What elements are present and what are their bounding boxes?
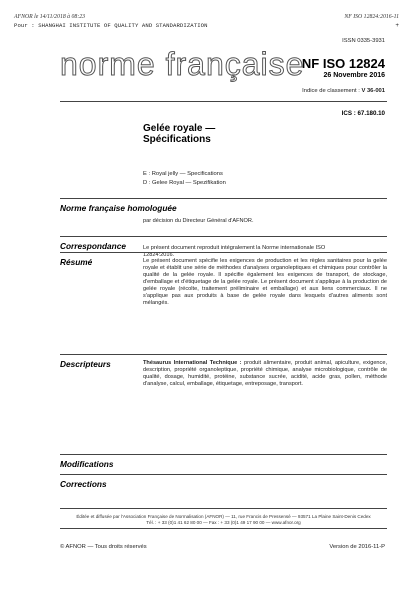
thesaurus-label: Thésaurus International Technique : <box>143 360 242 366</box>
divider <box>60 236 387 237</box>
section-heading-modifications: Modifications <box>60 459 114 469</box>
indice-value: V 36-001 <box>361 88 385 94</box>
publisher-info <box>60 514 387 526</box>
divider <box>60 198 387 199</box>
section-heading-resume: Résumé <box>60 257 93 267</box>
version: Version de 2016-11-P <box>329 544 385 550</box>
norme-francaise-logo: norme française <box>60 46 305 82</box>
standard-date: 26 Novembre 2016 <box>323 72 385 79</box>
section-heading-descripteurs: Descripteurs <box>60 359 111 369</box>
section-heading-homologuee: Norme française homologuée <box>60 203 177 213</box>
divider <box>60 454 387 455</box>
afnor-timestamp: AFNOR le 14/11/2018 à 08:23 <box>14 14 86 20</box>
indice-label: Indice de classement : <box>302 88 360 94</box>
plus-mark: + <box>395 22 399 29</box>
divider <box>60 474 387 475</box>
section-body-resume: Le présent document spécifie les exigences de production et les règles sanitaires pour la gelée royale et établit une série de méthodes d'analyses organoleptiques et chimiques pour contrôler la qualité de la gelée royale. Il spécifie également les exigences de transport, de stockage, d'emballage et d'étiquetage de la gelée royale. Le présent document s'applique à la production de gelée royale (récolte, traitement préliminaire et emballage) et aux liens commerciaux. Il ne s'applique pas aux produits à base de gelée royale dans lesquels d'autres aliments sont mélangés. <box>143 258 387 306</box>
section-body-correspondance: Le présent document reproduit intégralement la Norme internationale ISO 12824:2016. <box>143 245 326 258</box>
title-line-2: Spécifications <box>143 134 211 145</box>
classification-index <box>302 88 385 94</box>
divider <box>60 354 387 355</box>
section-heading-correspondance: Correspondance <box>60 241 126 251</box>
section-heading-corrections: Corrections <box>60 479 107 489</box>
english-title: E : Royal jelly — Specifications <box>143 171 223 177</box>
ics-code: ICS : 67.180.10 <box>341 110 385 117</box>
divider <box>60 528 387 529</box>
publisher-contact: Tél. : + 33 (0)1 41 62 80 00 — Fax : + 33 (0)1 49 17 90 00 — www.afnor.org <box>146 520 301 525</box>
issn: ISSN 0335-3931 <box>342 38 385 44</box>
document-reference: NF ISO 12824:2016-11 <box>344 14 399 20</box>
german-title: D : Gelee Royal — Spezifikation <box>143 180 226 186</box>
copyright: © AFNOR — Tous droits réservés <box>60 544 147 550</box>
divider <box>60 508 387 509</box>
licensee-line: Pour : SHANGHAI INSTITUTE OF QUALITY AND STANDARDIZATION <box>14 22 208 29</box>
section-body-descripteurs <box>143 360 387 388</box>
standard-number: NF ISO 12824 <box>301 56 385 71</box>
language-titles <box>143 170 226 188</box>
document-title <box>143 123 215 145</box>
descripteurs-list: produit alimentaire, produit animal, apiculture, exigence, description, propriété organoleptique, propriété chimique, analyse microbiologique, contrôle de qualité, dosage, humidité, protéine, substance sucrée, acidité, acide gras, pollen, méthode d'analyse, calcul, emballage, étiquetage, entreposage, transport. <box>143 360 388 387</box>
title-line-1: Gelée royale — <box>143 123 216 134</box>
divider <box>60 101 387 102</box>
section-body-homologuee: par décision du Directeur Général d'AFNOR. <box>143 218 254 224</box>
divider <box>60 252 387 253</box>
publisher-address: Éditée et diffusée par l'Association Française de Normalisation (AFNOR) — 11, rue Francis de Pressensé — 93571 La Plaine Saint-Denis Cedex <box>76 514 371 519</box>
